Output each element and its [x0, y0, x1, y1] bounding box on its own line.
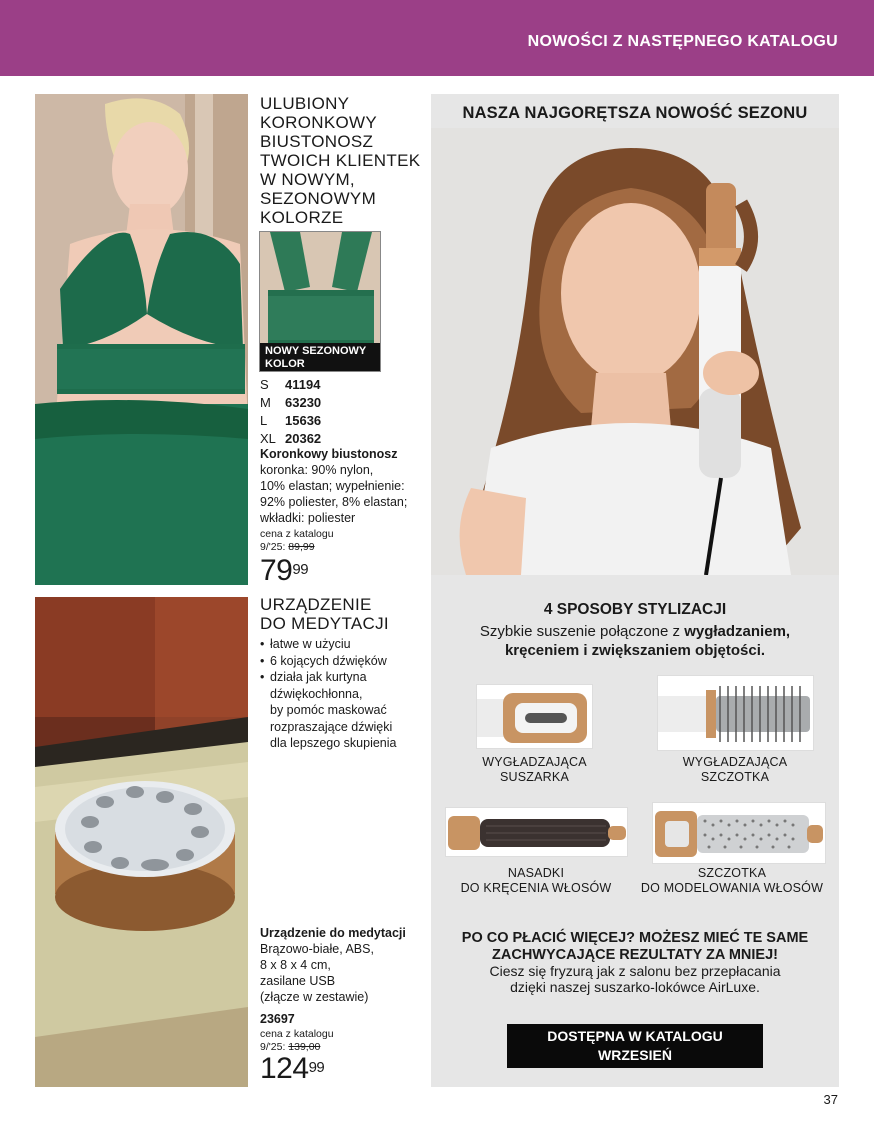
bra-headline-line: TWOICH KLIENTEK: [260, 151, 421, 170]
meditation-device-photo: [35, 597, 248, 1087]
size-code: 41194: [285, 377, 321, 392]
attachment-round-brush-image: [652, 802, 826, 864]
size-row: [260, 394, 321, 412]
bra-product-name: Koronkowy biustonosz: [260, 447, 398, 461]
feature-item-cont: dla lepszego skupienia: [270, 736, 397, 750]
size-label: M: [260, 395, 271, 410]
cta-line: DOSTĘPNA W KATALOGU: [547, 1028, 723, 1044]
bra-price: [260, 556, 430, 586]
price-main: 124: [260, 1052, 309, 1085]
meditation-old-price: 139,00: [288, 1041, 321, 1053]
meditation-desc-line: (złącze w zestawie): [260, 990, 369, 1004]
meditation-product-name: Urządzenie do medytacji: [260, 926, 406, 940]
bra-headline-line: W NOWYM,: [260, 170, 355, 189]
size-code: 15636: [285, 413, 322, 428]
meditation-catalog-label: cena z katalogu: [260, 1028, 334, 1040]
page-number: 37: [823, 1092, 838, 1107]
bra-back-thumbnail: [259, 231, 381, 372]
feature-item-cont: dźwiękochłonna,: [270, 686, 363, 701]
feature-item: • działa jak kurtyna: [260, 669, 430, 686]
bra-model-photo: [35, 94, 248, 585]
hair-promo-text: [431, 929, 839, 995]
attachment-caption: [436, 866, 636, 896]
bra-catalog-label: cena z katalogu: [260, 528, 334, 540]
caption-line: NASADKI: [507, 866, 565, 880]
size-row: [260, 376, 321, 394]
subtitle-bold: wygładzaniem,: [684, 623, 791, 640]
feature-item: • 6 kojących dźwięków: [260, 653, 430, 670]
subtitle-line-2: [431, 641, 839, 660]
bra-headline-line: KOLORZE: [260, 208, 344, 227]
bra-headline: [260, 94, 430, 227]
caption-line: WYGŁADZAJĄCA: [682, 755, 788, 769]
badge-line: NOWY SEZONOWY: [265, 345, 367, 357]
attachment-smoothing-brush-image: [657, 675, 814, 751]
attachment-curling-barrel-image: [445, 807, 628, 857]
old-price-prefix: 9/'25:: [260, 1041, 286, 1053]
promo-line: Ciesz się fryzurą jak z salonu bez przepłacania: [489, 963, 781, 979]
bra-headline-line: KORONKOWY: [260, 113, 377, 132]
bra-old-price: 89,99: [288, 541, 315, 553]
bra-desc-line: 92% poliester, 8% elastan;: [260, 495, 408, 509]
subtitle-line-1: [431, 622, 839, 641]
meditation-desc-line: Brązowo-białe, ABS,: [260, 942, 374, 956]
promo-bold-line: ZACHWYCAJĄCE REZULTATY ZA MNIEJ!: [492, 947, 778, 963]
caption-line: DO KRĘCENIA WŁOSÓW: [460, 881, 612, 895]
feature-item-cont: rozpraszające dźwięki: [270, 719, 393, 734]
size-label: S: [260, 377, 269, 392]
bra-desc-line: wkładki: poliester: [260, 511, 356, 525]
meditation-headline: [260, 595, 389, 633]
price-cents: 99: [308, 1059, 325, 1076]
feature-item: • łatwe w użyciu: [260, 636, 430, 653]
size-code: 63230: [285, 395, 322, 410]
meditation-desc-line: zasilane USB: [260, 974, 336, 988]
price-main: 79: [260, 554, 293, 587]
bra-desc-line: 10% elastan; wypełnienie:: [260, 479, 405, 493]
cta-line: WRZESIEŃ: [598, 1047, 672, 1063]
meditation-desc-line: 8 x 8 x 4 cm,: [260, 958, 331, 972]
hair-model-photo: [431, 128, 839, 575]
feature-item-cont: by pomóc maskować: [270, 703, 387, 717]
attachment-smoothing-dryer-image: [476, 684, 593, 749]
meditation-features: [260, 636, 430, 752]
meditation-headline-line: DO MEDYTACJI: [260, 614, 389, 633]
size-label: XL: [260, 431, 276, 446]
bra-size-codes: [260, 376, 321, 448]
price-cents: 99: [292, 561, 309, 578]
bra-headline-line: BIUSTONOSZ: [260, 132, 374, 151]
caption-line: WYGŁADZAJĄCA: [482, 755, 587, 769]
bra-desc-line: koronka: 90% nylon,: [260, 463, 374, 477]
promo-bold-line: PO CO PŁACIĆ WIĘCEJ? MOŻESZ MIEĆ TE SAME: [461, 930, 809, 946]
meditation-code: 23697: [260, 1012, 295, 1026]
size-label: L: [260, 413, 268, 428]
badge-line: KOLOR: [265, 358, 305, 370]
bra-description: [260, 446, 430, 586]
attachment-caption: [645, 755, 825, 785]
meditation-price: [260, 1054, 430, 1084]
hair-panel-title: NASZA NAJGORĘTSZA NOWOŚĆ SEZONU: [462, 104, 808, 122]
caption-line: DO MODELOWANIA WŁOSÓW: [640, 881, 824, 895]
old-price-prefix: 9/'25:: [260, 541, 286, 553]
bra-headline-line: ULUBIONY: [260, 94, 350, 113]
caption-line: SUSZARKA: [500, 770, 569, 784]
subtitle-bold: kręceniem i zwiększaniem objętości.: [504, 642, 766, 659]
subtitle-normal: Szybkie suszenie połączone z: [479, 623, 685, 640]
bra-headline-line: SEZONOWYM: [260, 189, 377, 208]
caption-line: SZCZOTKA: [697, 866, 767, 880]
new-color-badge: [260, 343, 380, 371]
size-code: 20362: [285, 431, 322, 446]
meditation-headline-line: URZĄDZENIE: [260, 595, 372, 614]
meditation-description: [260, 925, 430, 1084]
caption-line: SZCZOTKA: [700, 770, 770, 784]
attachment-caption: [625, 866, 839, 896]
section-title: NOWOŚCI Z NASTĘPNEGO KATALOGU: [527, 33, 838, 50]
bra-old-price-line: [260, 541, 430, 554]
available-in-catalog-banner: [507, 1024, 763, 1068]
styling-ways-title: 4 SPOSOBY STYLIZACJI: [543, 601, 727, 618]
styling-ways-subtitle: [431, 622, 839, 660]
size-row: [260, 412, 321, 430]
attachment-caption: [447, 755, 622, 785]
promo-line: dzięki naszej suszarko-lokówce AirLuxe.: [510, 979, 760, 995]
